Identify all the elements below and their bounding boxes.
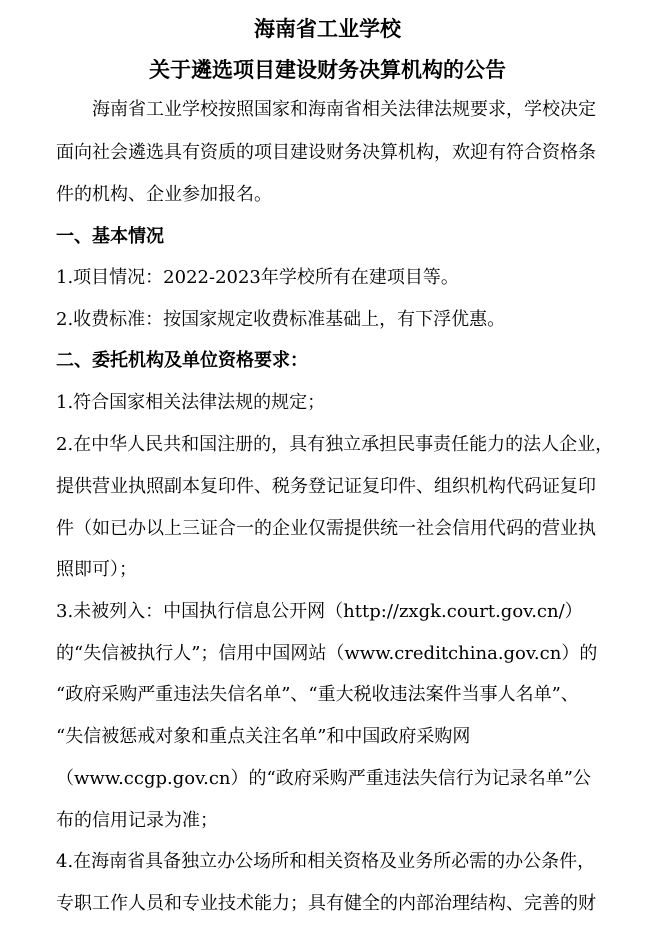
requirement-line: 的“失信被执行人”；信用中国网站（www.creditchina.gov.cn）的 <box>56 643 598 664</box>
requirement-line: 件（如已办以上三证合一的企业仅需提供统一社会信用代码的营业执 <box>56 518 596 539</box>
intro-line: 面向社会遴选具有资质的项目建设财务决算机构，欢迎有符合资格条 <box>56 142 596 163</box>
requirement-line: 3.未被列入：中国执行信息公开网（http://zxgk.court.gov.cn/） <box>56 601 583 622</box>
requirement-line: （www.ccgp.gov.cn）的“政府采购严重违法失信行为记录名单”公 <box>56 768 591 789</box>
requirement-line: 4.在海南省具备独立办公场所和相关资格及业务所必需的办公条件， <box>56 851 596 872</box>
notice-title: 关于遴选项目建设财务决算机构的公告 <box>149 58 506 82</box>
section-heading-requirements: 二、委托机构及单位资格要求： <box>56 350 308 371</box>
project-info-item: 1.项目情况：2022-2023年学校所有在建项目等。 <box>56 267 459 288</box>
requirement-line: “政府采购严重违法失信名单”、“重大税收违法案件当事人名单”、 <box>56 684 579 705</box>
requirement-line: 专职工作人员和专业技术能力；具有健全的内部治理结构、完善的财 <box>56 893 596 914</box>
intro-line: 海南省工业学校按照国家和海南省相关法律法规要求，学校决定 <box>92 99 596 120</box>
section-heading-basic-info: 一、基本情况 <box>56 226 164 247</box>
requirement-line: 照即可）； <box>56 559 137 580</box>
requirement-line: 2.在中华人民共和国注册的，具有独立承担民事责任能力的法人企业， <box>56 434 614 455</box>
requirement-line: 提供营业执照副本复印件、税务登记证复印件、组织机构代码证复印 <box>56 476 596 497</box>
requirement-line: 布的信用记录为准； <box>56 810 218 831</box>
fee-standard-item: 2.收费标准：按国家规定收费标准基础上，有下浮优惠。 <box>56 309 506 330</box>
school-name-title: 海南省工业学校 <box>254 17 401 41</box>
requirement-line: “失信被惩戒对象和重点关注名单”和中国政府采购网 <box>56 726 471 747</box>
requirement-item: 1.符合国家相关法律法规的规定； <box>56 392 326 413</box>
intro-line: 件的机构、企业参加报名。 <box>56 184 272 205</box>
